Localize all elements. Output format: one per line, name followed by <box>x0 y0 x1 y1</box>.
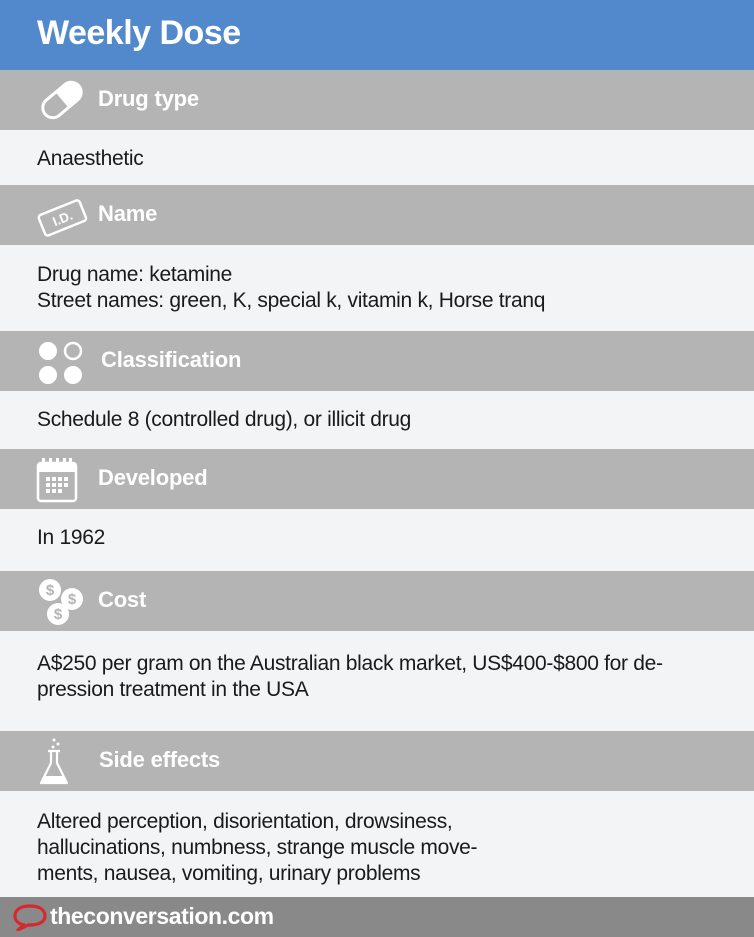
section-bar-cost <box>0 571 754 631</box>
section-bar-classification <box>0 331 754 391</box>
section-content-drug-type <box>37 146 737 172</box>
section-label-classification: Classification <box>101 347 242 372</box>
pill-icon <box>36 76 88 124</box>
footer-site-link[interactable]: theconversation.com <box>50 903 274 929</box>
section-content-side-effects <box>37 809 737 887</box>
section-label-cost: Cost <box>98 587 147 612</box>
svg-text:$: $ <box>53 606 63 623</box>
section-label-name: Name <box>98 201 158 226</box>
content-line: ments, nausea, vomiting, urinary problems <box>37 862 421 885</box>
footer <box>0 897 754 937</box>
section-label-side-effects: Side effects <box>99 747 221 772</box>
calendar-icon <box>36 455 88 503</box>
section-bar-name <box>0 185 754 245</box>
content-line: Anaesthetic <box>37 147 144 170</box>
content-line: Altered perception, disorientation, drowsiness, <box>37 810 453 833</box>
speech-bubble-logo-icon <box>12 903 48 931</box>
section-bar-side-effects <box>0 731 754 791</box>
content-line: A$250 per gram on the Australian black market, US$400-$800 for de- <box>37 652 663 675</box>
coins-icon <box>36 577 88 625</box>
page-header <box>0 0 754 70</box>
content-line: Schedule 8 (controlled drug), or illicit drug <box>37 408 412 431</box>
section-bar-drug-type <box>0 70 754 130</box>
flask-icon <box>36 737 88 785</box>
content-line: In 1962 <box>37 526 105 549</box>
page-title: Weekly Dose <box>37 14 241 52</box>
content-line: pression treatment in the USA <box>37 678 309 701</box>
svg-text:$: $ <box>45 582 55 599</box>
section-bar-developed <box>0 449 754 509</box>
section-content-cost <box>37 651 737 703</box>
section-content-classification <box>37 407 737 433</box>
section-content-developed <box>37 525 737 551</box>
section-content-name <box>37 262 737 314</box>
content-line: hallucinations, numbness, strange muscle move- <box>37 836 478 859</box>
section-label-drug-type: Drug type <box>98 86 199 111</box>
section-label-developed: Developed <box>98 465 208 490</box>
content-line: Street names: green, K, special k, vitamin k, Horse tranq <box>37 289 546 312</box>
svg-text:$: $ <box>67 591 77 608</box>
svg-text:I.D.: I.D. <box>50 207 75 230</box>
content-line: Drug name: ketamine <box>37 263 233 286</box>
id-tag-icon <box>36 191 88 239</box>
dots-grid-icon <box>36 337 88 385</box>
